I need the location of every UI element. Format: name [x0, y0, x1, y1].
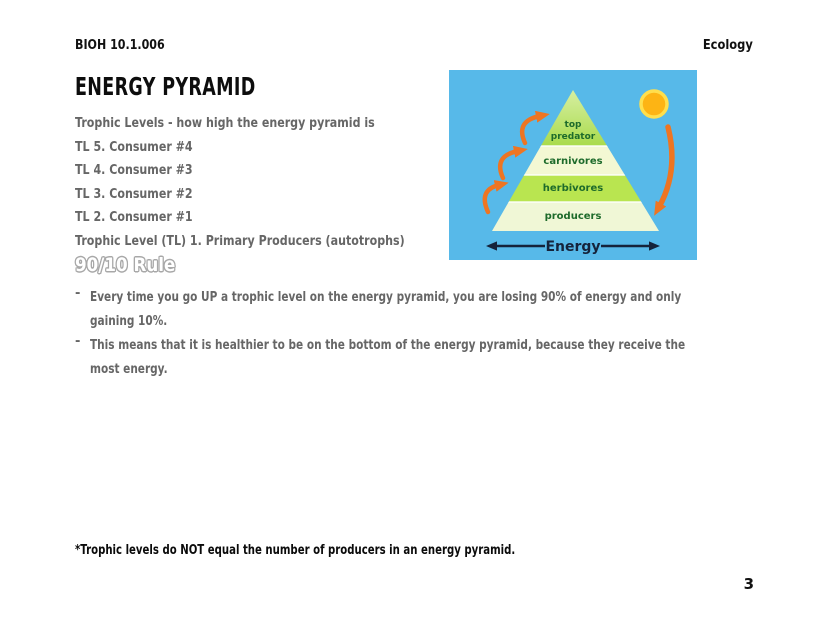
energy-axis-label: Energy — [545, 239, 601, 255]
page-title: ENERGY PYRAMID — [75, 72, 256, 101]
footnote: *Trophic levels do NOT equal the number of producers in an energy pyramid. — [75, 543, 516, 558]
list-item — [75, 286, 825, 333]
energy-pyramid-illustration — [449, 70, 697, 260]
band-label-herbivores: herbivores — [542, 183, 604, 194]
sun-icon — [641, 91, 667, 117]
bullet-text-line: This means that it is healthier to be on the bottom of the energy pyramid, because they receive the — [90, 338, 686, 353]
header-subject: Ecology — [702, 37, 753, 53]
rule-bullet-list — [75, 286, 825, 382]
energy-pyramid-figure — [449, 70, 697, 260]
band-label-top-predator-line1: top — [564, 120, 582, 130]
header-course-code: BIOH 10.1.006 — [75, 37, 165, 53]
trophic-intro: Trophic Levels - how high the energy pyramid is — [75, 115, 375, 131]
bullet-text-line: Every time you go UP a trophic level on the energy pyramid, you are losing 90% of energy and only — [90, 290, 682, 305]
trophic-level-3: TL 3. Consumer #2 — [75, 185, 193, 202]
trophic-level-2: TL 2. Consumer #1 — [75, 209, 193, 225]
bullet-text-line: most energy. — [90, 361, 168, 377]
list-item — [75, 334, 825, 381]
bullet-dash-icon: - — [75, 334, 81, 349]
band-label-producers: producers — [544, 211, 602, 222]
trophic-level-5: TL 5. Consumer #4 — [75, 138, 193, 155]
band-label-top-predator-line2: predator — [550, 132, 596, 142]
bullet-text-line: gaining 10%. — [90, 313, 168, 329]
trophic-level-1: Trophic Level (TL) 1. Primary Producers (autotrophs) — [75, 232, 405, 249]
bullet-dash-icon: - — [75, 286, 81, 301]
page-number: 3 — [743, 575, 754, 593]
trophic-level-4: TL 4. Consumer #3 — [75, 162, 193, 178]
band-label-carnivores: carnivores — [543, 156, 603, 167]
rule-heading: 90/10 Rule — [75, 254, 176, 276]
trophic-levels-section — [75, 112, 477, 253]
